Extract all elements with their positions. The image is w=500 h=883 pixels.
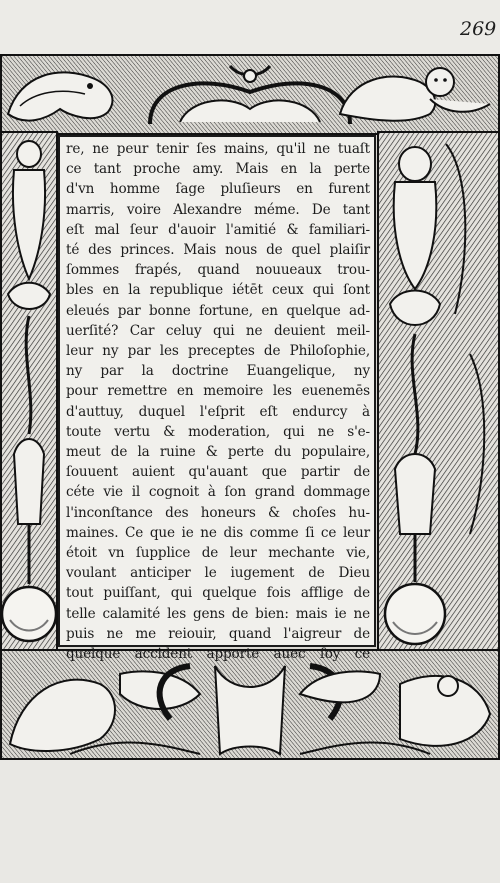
- text-line: eleués par bonne fortune, en quelque ad-: [66, 302, 370, 319]
- text-line: quelque accident apporte auec ſoy ce: [66, 646, 370, 663]
- text-line: meut de la ruine & perte du populaire,: [66, 444, 370, 461]
- text-line: bles en la republique iétēt ceux qui ſont: [66, 282, 370, 299]
- text-line: té des princes. Mais nous de quel plaiſir: [66, 242, 370, 259]
- text-line: puis ne me reiouir, quand l'aigreur de: [66, 625, 370, 642]
- text-line: telle calamité les gens de bien: mais ie ne: [66, 605, 370, 622]
- text-line: leur ny par les preceptes de Philoſophie,: [66, 343, 370, 360]
- text-line: étoit vn ſupplice de leur mechante vie,: [66, 545, 370, 562]
- text-line: pour remettre en memoire les euenemēs: [66, 383, 370, 400]
- text-line: d'auttuy, duquel l'eſprit eſt endurcy à: [66, 403, 370, 420]
- text-line: voulant anticiper le iugement de Dieu: [66, 565, 370, 582]
- text-panel: [58, 135, 376, 663]
- text-line: ny par la doctrine Euangelique, ny: [66, 363, 370, 380]
- text-line: maines. Ce que ie ne dis comme ſi ce leur: [66, 524, 370, 541]
- top-ornament-band: [1, 55, 499, 134]
- bottom-ornament-band: [1, 650, 499, 759]
- text-line: d'vn homme ſage pluſieurs en furent: [66, 181, 370, 198]
- text-line: ſouuent auient qu'auant que partir de: [66, 464, 370, 481]
- text-line: uerſité? Car celuy qui ne deuient meil-: [66, 322, 370, 339]
- page-number: 269: [460, 18, 497, 40]
- text-line: marris, voire Alexandre méme. De tant: [66, 201, 370, 218]
- text-line: l'inconſtance des honeurs & choſes hu-: [66, 504, 370, 521]
- text-line: ce tant proche amy. Mais en la perte: [66, 161, 370, 178]
- text-line: tout puiſſant, qui quelque fois afflige de: [66, 585, 370, 602]
- right-ornament-column: [378, 132, 499, 662]
- text-line: céte vie il cognoit à ſon grand dommage: [66, 484, 370, 501]
- text-line: toute vertu & moderation, qui ne s'e-: [66, 423, 370, 440]
- text-line: eſt mal ſeur d'auoir l'amitié & familiari-: [66, 221, 370, 238]
- text-line: re, ne peur tenir ſes mains, qu'il ne tuaſt: [66, 141, 370, 157]
- blank-lower-margin: [0, 760, 500, 883]
- text-line: ſommes frapés, quand nouueaux trou-: [66, 262, 370, 279]
- left-ornament-column: [1, 132, 57, 662]
